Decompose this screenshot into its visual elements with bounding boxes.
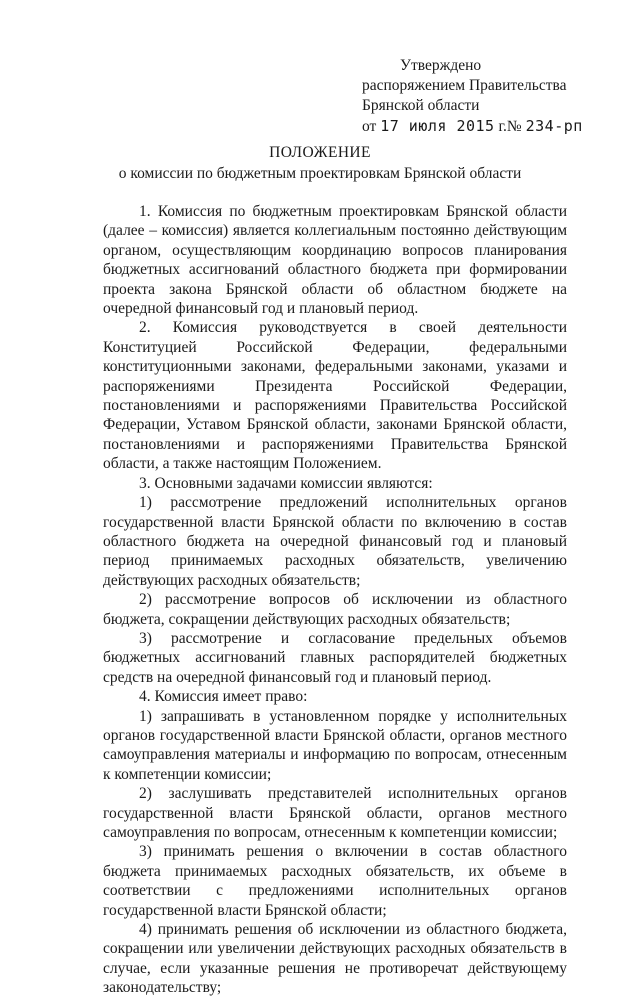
paragraph: 3) рассмотрение и согласование предельных объемов бюджетных ассигнований главных распорядителей бюджетных средств на очередной финансовый год и плановый период.	[103, 629, 567, 686]
paragraph: 1) запрашивать в установленном порядке у исполнительных органов государственной власти Брянской области, органов местного самоуправления материалы и информацию по вопросам, отнесенным к компетенции комиссии;	[103, 707, 567, 783]
approval-date: 17 июля 2015	[380, 117, 495, 135]
approval-authority-line: распоряжением Правительства	[362, 77, 567, 94]
paragraph: 3. Основными задачами комиссии являются:	[139, 474, 433, 492]
approval-heading: Утверждено	[400, 57, 482, 74]
approval-stamp-block	[362, 56, 622, 137]
approval-date-line	[362, 116, 622, 137]
date-prefix: от	[362, 118, 377, 135]
paragraph: 4) принимать решения об исключении из областного бюджета, сокращении или увеличении действующих расходных обязательств в случае, если указанные решения не противоречат действующему законодательству;	[103, 921, 567, 997]
document-body	[103, 202, 567, 998]
number-prefix: г.№	[498, 118, 522, 135]
paragraph: 4. Комиссия имеет право:	[139, 688, 308, 706]
paragraph: 2. Комиссия руководствуется в своей деятельности Конституцией Российской Федерации, федеральными конституционными законами, федеральными законами, указами и распоряжениями Президента Российской Федерации, постановлениями и распоряжениями Правительства Российской Федерации, Уставом Брянской области, законами Брянской области, постановлениями и распоряжениями Правительства Брянской области, а также настоящим Положением.	[103, 319, 567, 473]
paragraph: 1) рассмотрение предложений исполнительных органов государственной власти Брянской области по включению в состав областного бюджета на очередной финансовый год и плановый период принимаемых расходных обязательств, увеличению действующих расходных обязательств;	[103, 494, 567, 589]
document-subtitle: о комиссии по бюджетным проектировкам Брянской области	[118, 165, 522, 182]
paragraph: 2) рассмотрение вопросов об исключении из областного бюджета, сокращении действующих расходных обязательств;	[103, 591, 567, 628]
title-block	[0, 143, 640, 184]
document-title: ПОЛОЖЕНИЕ	[269, 144, 371, 161]
paragraph: 2) заслушивать представителей исполнительных органов государственной власти Брянской области, органов местного самоуправления по вопросам, отнесенным к компетенции комиссии;	[103, 785, 567, 841]
approval-region-line: Брянской области	[362, 97, 480, 114]
paragraph: 3) принимать решения о включении в состав областного бюджета принимаемых расходных обязательств, их объеме в соответствии с предложениями исполнительных органов государственной власти Брянской области;	[103, 843, 567, 919]
approval-number: 234-рп	[525, 117, 583, 135]
paragraph: 1. Комиссия по бюджетным проектировкам Брянской области (далее – комиссия) является коллегиальным постоянно действующим органом, осуществляющим координацию вопросов планирования бюджетных ассигнований областного бюджета при формировании проекта закона Брянской области об областном бюджете на очередной финансовый год и плановый период.	[103, 203, 567, 318]
